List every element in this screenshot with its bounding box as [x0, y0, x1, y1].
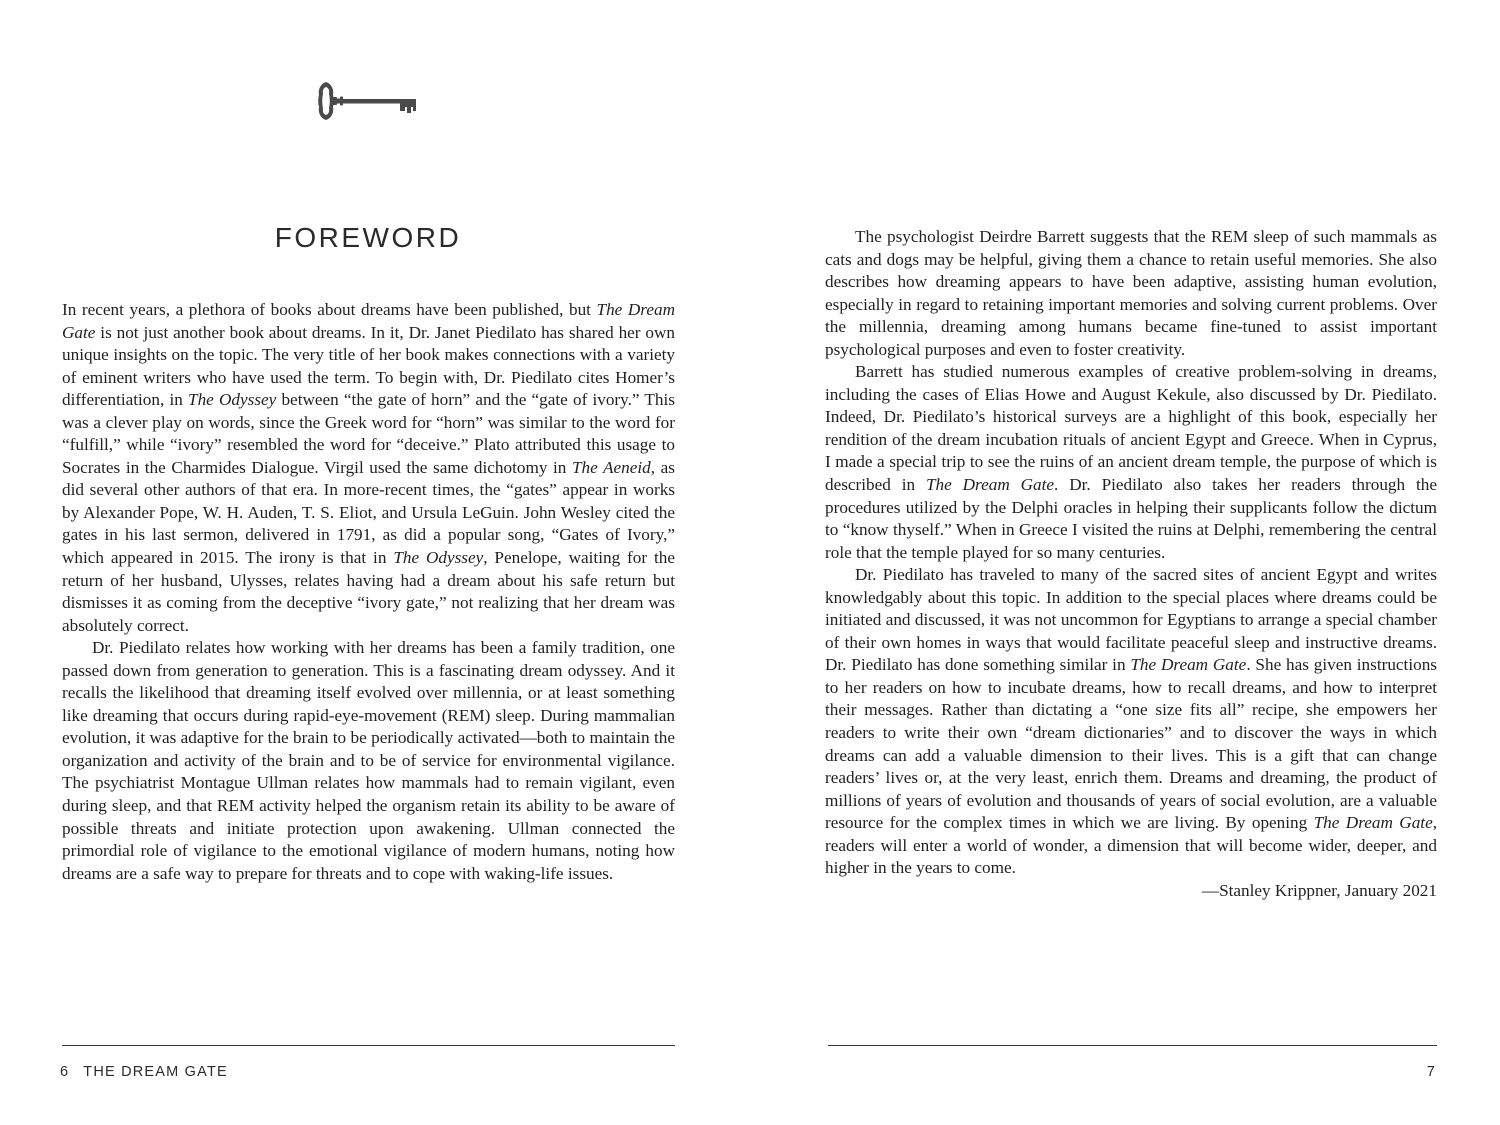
- text-run: The psychologist Deirdre Barrett suggests that the REM sleep of such mammals as cats and dogs may be helpful, giving them a chance to retain useful memories. She also describes how dreaming appears to have been adaptive, assisting human evolution, especially in regard to retaining important memories and solving current problems. Over the millennia, dreaming among humans became fine-tuned to assist important psychological purposes and even to foster creativity.: [825, 227, 1437, 359]
- right-page: [750, 0, 1500, 1125]
- text-run: Dr. Piedilato has traveled to many of the sacred sites of ancient Egypt and writes knowledgably about this topic. In addition to the special places where dreams could be initiated and discussed, it was not uncommon for Egyptians to arrange a special chamber of their own homes in ways that would facilitate peaceful sleep and instructive dreams. Dr. Piedilato has done something similar in: [825, 565, 1437, 675]
- text-run: is not just another book about dreams. In it, Dr. Janet Piedilato has shared her own unique insights on the topic. The very title of her book makes connections with a variety of eminent writers who have used the term. To begin with, Dr. Piedilato cites Homer’s differentiation, in: [62, 322, 675, 410]
- right-body-text: [825, 226, 1437, 902]
- key-icon: [316, 78, 420, 124]
- paragraph: [825, 564, 1437, 880]
- page-number: 7: [1426, 1064, 1436, 1080]
- text-run: , as did several other authors of that era. In more-recent times, the “gates” appear in works by Alexander Pope, W. H. Auden, T. S. Eliot, and Ursula LeGuin. John Wesley cited the gates in his last sermon, delivered in 1791, as did a popular song, “Gates of Ivory,” which appeared in 2015. The irony is that in: [62, 457, 675, 568]
- text-run: Dr. Piedilato relates how working with her dreams has been a family tradition, one passed down from generation to generation. This is a fascinating dream odyssey. And it recalls the likelihood that dreaming itself evolved over millennia, or at least something like dreaming that occurs during rapid-eye-movement (REM) sleep. During mammalian evolution, it was adaptive for the brain to be periodically activated—both to maintain the organization and activity of the brain and to be of service for environmental vigilance. The psychiatrist Montague Ullman relates how mammals had to remain vigilant, even during sleep, and that REM activity helped the organism retain its ability to be aware of possible threats and initiate protection upon awakening. Ullman connected the primordial role of vigilance to the emotional vigilance of modern humans, noting how dreams are a safe way to prepare for threats and to cope with waking-life issues.: [62, 638, 675, 883]
- left-body-text: [62, 299, 675, 885]
- text-run: , Penelope, waiting for the return of her husband, Ulysses, relates having had a dream about his safe return but dismisses it as coming from the deceptive “ivory gate,” not realizing that her dream was absolutely correct.: [62, 548, 675, 635]
- text-run: . Dr. Piedilato also takes her readers through the procedures utilized by the Delphi oracles in helping their supplicants follow the dictum to “know thyself.” When in Greece I visited the ruins at Delphi, remembering the central role that the temple played for so many centuries.: [825, 475, 1437, 562]
- text-run: , readers will enter a world of wonder, a dimension that will become wider, deeper, and higher in the years to come.: [825, 813, 1437, 878]
- text-run: Barrett has studied numerous examples of creative problem-solving in dreams, including the cases of Elias Howe and August Kekule, also discussed by Dr. Piedilato. Indeed, Dr. Piedilato’s historical surveys are a highlight of this book, especially her rendition of the dream incubation rituals of ancient Egypt and Greece. When in Cyprus, I made a special trip to see the ruins of an ancient dream temple, the purpose of which is described in: [825, 362, 1437, 495]
- right-folio: [1427, 1064, 1436, 1080]
- paragraph: [62, 637, 675, 885]
- italic-title: The Dream Gate: [1313, 813, 1433, 833]
- text-run: between “the gate of horn” and the “gate of ivory.” This was a clever play on words, since the Greek word for “horn” was similar to the word for “fulfill,” while “ivory” resembled the word for “deceive.” Plato attributed this usage to Socrates in the Charmides Dialogue. Virgil used the same dichotomy in: [62, 390, 675, 477]
- footer-rule: [62, 1045, 675, 1046]
- running-head: THE DREAM GATE: [83, 1064, 228, 1080]
- paragraph: [825, 226, 1437, 361]
- right-paragraphs: [825, 226, 1437, 880]
- italic-title: The Odyssey: [188, 390, 277, 410]
- paragraph: [62, 299, 675, 637]
- chapter-title: FOREWORD: [274, 222, 462, 253]
- italic-title: The Dream Gate: [925, 475, 1055, 495]
- left-folio: [60, 1064, 228, 1080]
- italic-title: The Dream Gate: [1130, 655, 1247, 675]
- paragraph: [825, 361, 1437, 564]
- italic-title: The Dream Gate: [62, 300, 675, 342]
- italic-title: The Odyssey: [393, 548, 484, 568]
- footer-rule: [828, 1045, 1437, 1046]
- signature: —Stanley Krippner, January 2021: [1201, 880, 1437, 900]
- text-run: In recent years, a plethora of books about dreams have been published, but: [62, 300, 597, 319]
- text-run: . She has given instructions to her readers on how to incubate dreams, how to recall dreams, and how to interpret their messages. Rather than dictating a “one size fits all” recipe, she empowers her readers to write their own “dream dictionaries” and to discover the ways in which dreams can add a valuable dimension to their lives. This is a gift that can change readers’ lives or, at the very least, enrich them. Dreams and dreaming, the product of millions of years of evolution and thousands of years of social evolution, are a valuable resource for the complex times in which we are living. By opening: [825, 655, 1437, 833]
- italic-title: The Aeneid: [571, 457, 651, 477]
- page-number: 6: [60, 1064, 70, 1080]
